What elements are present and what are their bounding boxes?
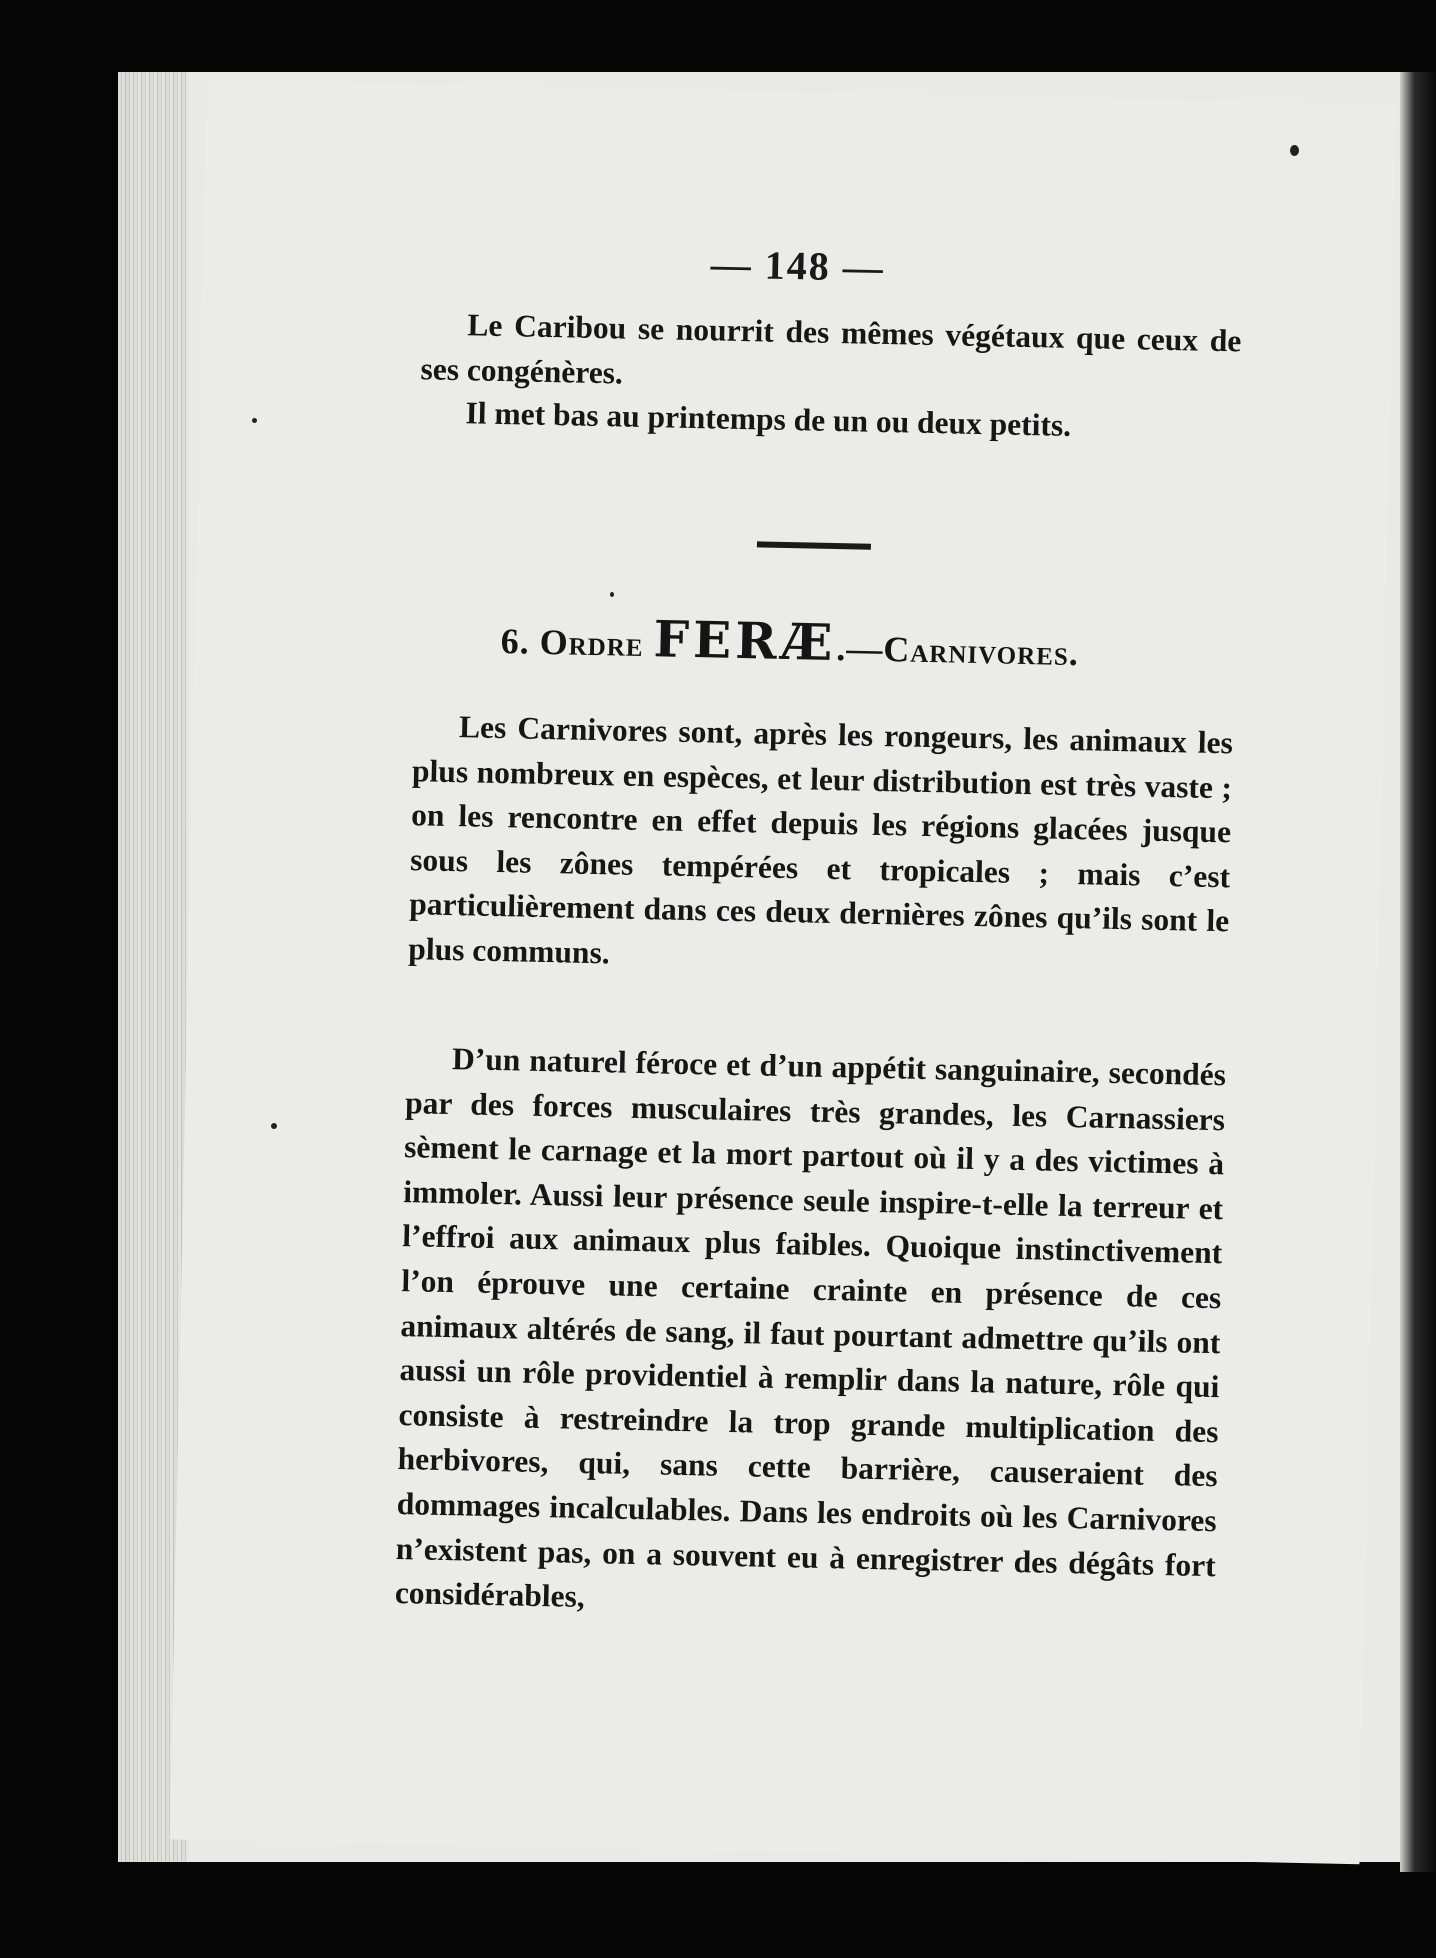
book-page [170, 80, 1397, 1865]
heading-number: 6. [500, 621, 531, 662]
heading-latin-name: FERÆ [653, 609, 838, 673]
heading-french-name: Carnivores. [882, 629, 1080, 674]
heading-separator: .— [835, 628, 884, 670]
paragraph-carnivores-distribution [408, 704, 1233, 989]
paragraph-carnivores-nature [394, 1036, 1226, 1633]
paragraph-text: Les Carnivores sont, après les rongeurs, les animaux les plus nombreux en espèces, et leur distribution est très vaste ; on les rencontre en effet depuis les régions glacées jusque sous les zônes tempérées et tropicales ; mais c’est particulièrement dans ces deux dernières zônes qu’ils sont le plus communs. [408, 709, 1234, 971]
paragraph-text: Il met bas au printemps de un ou deux petits. [465, 395, 1072, 443]
page-number: — 148 — [710, 241, 886, 290]
paragraph-text: Le Caribou se nourrit des mêmes végétaux que ceux de ses congénères. [420, 307, 1242, 391]
section-heading [194, 600, 1385, 684]
paragraph-text: D’un naturel féroce et d’un appétit sanguinaire, secondés par des forces musculaires très grandes, les Carnassiers sèment le carnage et la mort partout où il y a des victimes à immoler. Aussi leur présence seule inspire-t-elle la terreur et l’effroi aux animaux plus faibles. Quoique instinctivement l’on éprouve une certaine crainte en présence de ces animaux altérés de sang, il faut pourtant admettre qu’ils ont aussi un rôle providentiel à remplir dans la nature, rôle qui consiste à restreindre la trop grande multiplication des herbivores, qui, sans cette barrière, causeraient des dommages incalculables. Dans les endroits où les Carnivores n’existent pas, on a souvent eu à enregistrer des dégâts fort considérables, [394, 1041, 1227, 1615]
heading-ordre: Ordre [539, 621, 644, 665]
section-divider [757, 541, 871, 549]
book-binding-edge [1400, 72, 1436, 1872]
